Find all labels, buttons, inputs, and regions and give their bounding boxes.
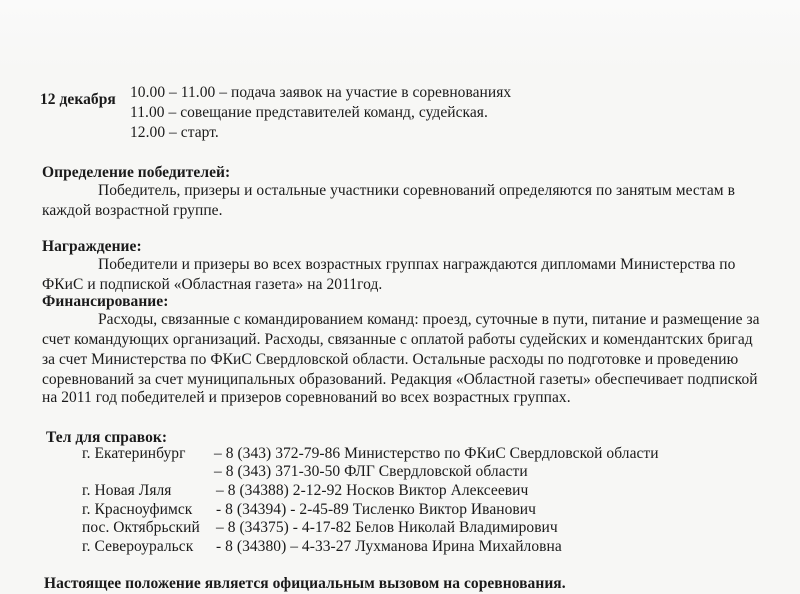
finance-line-1: Расходы, связанные с командированием команд: проезд, суточные в пути, питание и размещение за: [98, 311, 760, 328]
contact-entry: - 8 (34394) - 2-45-89 Тисленко Виктор Иванович: [216, 501, 536, 518]
contact-city: г. Красноуфимск: [82, 501, 193, 518]
finance-line-4: соревнований за счет муниципальных образований. Редакция «Областной газеты» обеспечивает подпиской: [42, 371, 758, 388]
finance-line-5: на 2011 год победителей и призеров соревнований во всех возрастных группах.: [42, 389, 571, 406]
finance-heading: Финансирование:: [42, 293, 169, 310]
contact-entry: – 8 (343) 371-30-50 ФЛГ Свердловской области: [214, 463, 528, 480]
winners-line-2: каждой возрастной группе.: [42, 202, 223, 219]
schedule-line-2: 11.00 – совещание представителей команд, судейская.: [130, 104, 488, 121]
award-heading: Награждение:: [42, 238, 142, 255]
contacts-heading: Тел для справок:: [46, 429, 168, 446]
contact-entry: – 8 (343) 372-79-86 Министерство по ФКиС Свердловской области: [214, 445, 659, 462]
contact-entry: – 8 (34375) - 4-17-82 Белов Николай Владимирович: [216, 519, 558, 536]
contact-city: г. Екатеринбург: [82, 445, 186, 462]
schedule-line-3: 12.00 – старт.: [130, 124, 219, 141]
scan-shading: [0, 0, 800, 70]
contact-city: г. Североуральск: [82, 538, 194, 555]
contact-city: пос. Октябрьский: [82, 519, 200, 536]
contact-entry: - 8 (34380) – 4-33-27 Лухманова Ирина Михайловна: [216, 538, 562, 555]
finance-line-2: счет командующих организаций. Расходы, связанные с оплатой работы судейских и комендантских бригад: [42, 331, 753, 348]
footer-statement: Настоящее положение является официальным вызовом на соревнования.: [44, 575, 566, 592]
winners-line-1: Победитель, призеры и остальные участники соревнований определяются по занятым местам в: [98, 182, 735, 199]
contact-entry: – 8 (34388) 2-12-92 Носков Виктор Алексеевич: [216, 482, 529, 499]
finance-line-3: за счет Министерства по ФКиС Свердловской области. Остальные расходы по подготовке и проведению: [42, 351, 739, 368]
award-line-2: ФКиС и подпиской «Областная газета» на 2011год.: [42, 276, 383, 293]
award-line-1: Победители и призеры во всех возрастных группах награждаются дипломами Министерства по: [98, 256, 736, 273]
schedule-line-1: 10.00 – 11.00 – подача заявок на участие в соревнованиях: [130, 84, 512, 101]
schedule-date: 12 декабря: [40, 91, 116, 108]
winners-heading: Определение победителей:: [42, 164, 231, 181]
contact-city: г. Новая Ляля: [82, 482, 172, 499]
